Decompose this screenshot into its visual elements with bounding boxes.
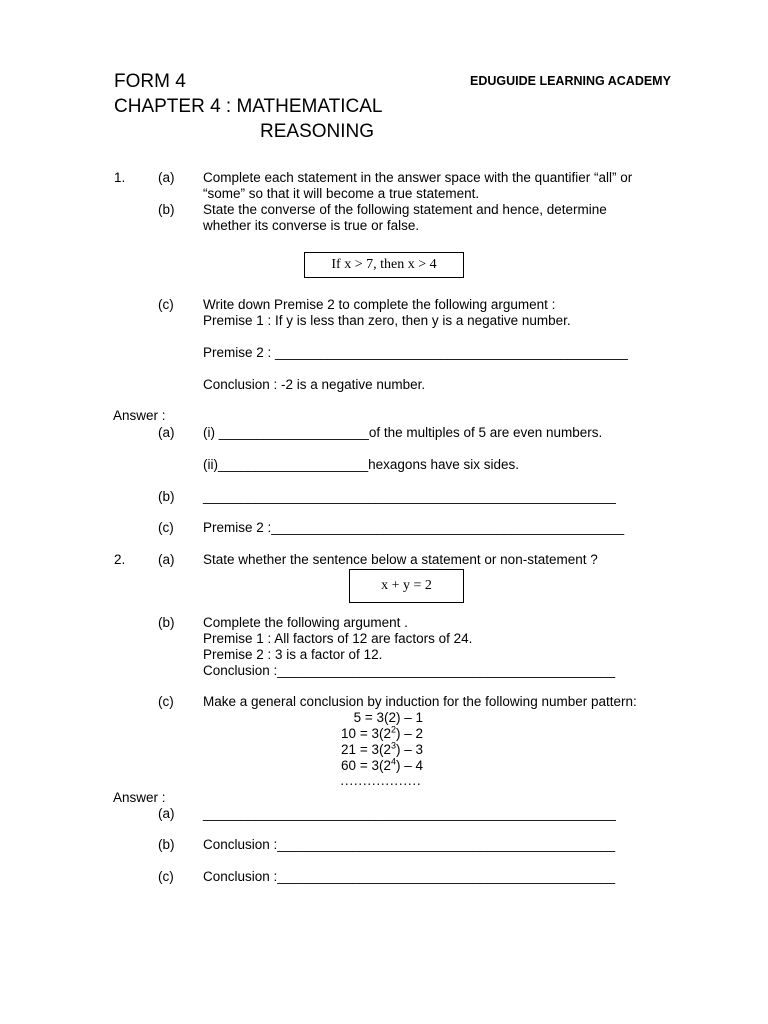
pattern-row-3 (341, 742, 423, 758)
answer2b-label: (b) (158, 837, 175, 852)
pattern-row-1-lhs: 5 = 3(2) (353, 710, 401, 725)
pattern-row-2 (341, 726, 423, 742)
answer1c-label: (c) (158, 520, 174, 535)
pattern-row-3-tail: ) – 3 (395, 742, 423, 757)
pattern-row-4 (341, 758, 423, 774)
answer1a-i: (i) ____________________of the multiples of 5 are even numbers. (203, 425, 603, 440)
q1c-premise2-line: Premise 2 : _______________________________________________ (203, 345, 628, 360)
pattern-row-4-exponent: 4 (390, 756, 396, 767)
answer1b-line: _______________________________________________________ (203, 489, 616, 504)
q1c-label: (c) (158, 297, 174, 312)
answer2a-line: _______________________________________________________ (203, 806, 616, 821)
pattern-ellipsis: ……………… (340, 773, 421, 788)
answer2c-line: Conclusion :_____________________________________________ (203, 869, 616, 884)
q1b-statement-box (304, 252, 464, 278)
form-title: FORM 4 (114, 71, 186, 92)
q1c-text-line1: Write down Premise 2 to complete the following argument : (203, 297, 556, 312)
q2-number: 2. (114, 552, 126, 567)
answer2-heading: Answer : (113, 790, 166, 805)
answer2b-line: Conclusion :_____________________________________________ (203, 837, 616, 852)
pattern-row-4-tail: ) – 4 (395, 758, 423, 773)
q1b-text-line2: whether its converse is true or false. (203, 218, 420, 233)
q1a-text-line1: Complete each statement in the answer space with the quantifier “all” or (203, 170, 633, 185)
q2b-premise1: Premise 1 : All factors of 12 are factors of 24. (203, 631, 473, 646)
q1b-label: (b) (158, 202, 175, 217)
q1-number: 1. (114, 170, 126, 185)
q1c-text-line2: Premise 1 : If y is less than zero, then y is a negative number. (203, 313, 571, 328)
answer1-heading: Answer : (113, 408, 166, 423)
pattern-row-4-lhs: 60 = 3(2 (341, 758, 391, 773)
q2c-label: (c) (158, 694, 174, 709)
q2b-text-line1: Complete the following argument . (203, 615, 408, 630)
pattern-row-1-tail: – 1 (400, 710, 423, 725)
q2b-conclusion-line: Conclusion :_____________________________________________ (203, 663, 616, 678)
answer1a-label: (a) (158, 425, 175, 440)
answer2c-label: (c) (158, 869, 174, 884)
q1b-statement: If x > 7, then x > 4 (331, 257, 437, 272)
answer2a-label: (a) (158, 806, 175, 821)
q1a-text-line2: “some” so that it will become a true statement. (203, 186, 480, 201)
q2b-premise2: Premise 2 : 3 is a factor of 12. (203, 647, 383, 662)
q2b-label: (b) (158, 615, 175, 630)
q2c-text: Make a general conclusion by induction for the following number pattern: (203, 694, 637, 709)
q1c-conclusion: Conclusion : -2 is a negative number. (203, 377, 426, 392)
pattern-row-2-lhs: 10 = 3(2 (341, 726, 391, 741)
pattern-row-3-lhs: 21 = 3(2 (341, 742, 391, 757)
answer1a-ii: (ii)____________________hexagons have six sides. (203, 457, 519, 472)
pattern-row-1 (354, 710, 423, 726)
answer1c-line: Premise 2 :_______________________________________________ (203, 520, 625, 535)
answer1b-label: (b) (158, 489, 175, 504)
pattern-row-2-exponent: 2 (390, 724, 396, 735)
pattern-row-2-tail: ) – 2 (395, 726, 423, 741)
pattern-row-3-exponent: 3 (390, 740, 396, 751)
q2a-statement-box (349, 569, 464, 603)
q1a-label: (a) (158, 170, 175, 185)
q2a-text: State whether the sentence below a statement or non-statement ? (203, 552, 598, 567)
q2a-label: (a) (158, 552, 175, 567)
chapter-title: CHAPTER 4 : MATHEMATICAL (114, 96, 383, 117)
q2a-statement: x + y = 2 (381, 578, 432, 593)
chapter-subtitle: REASONING (260, 121, 375, 142)
q1b-text-line1: State the converse of the following statement and hence, determine (203, 202, 607, 217)
academy-name: EDUGUIDE LEARNING ACADEMY (470, 74, 671, 88)
